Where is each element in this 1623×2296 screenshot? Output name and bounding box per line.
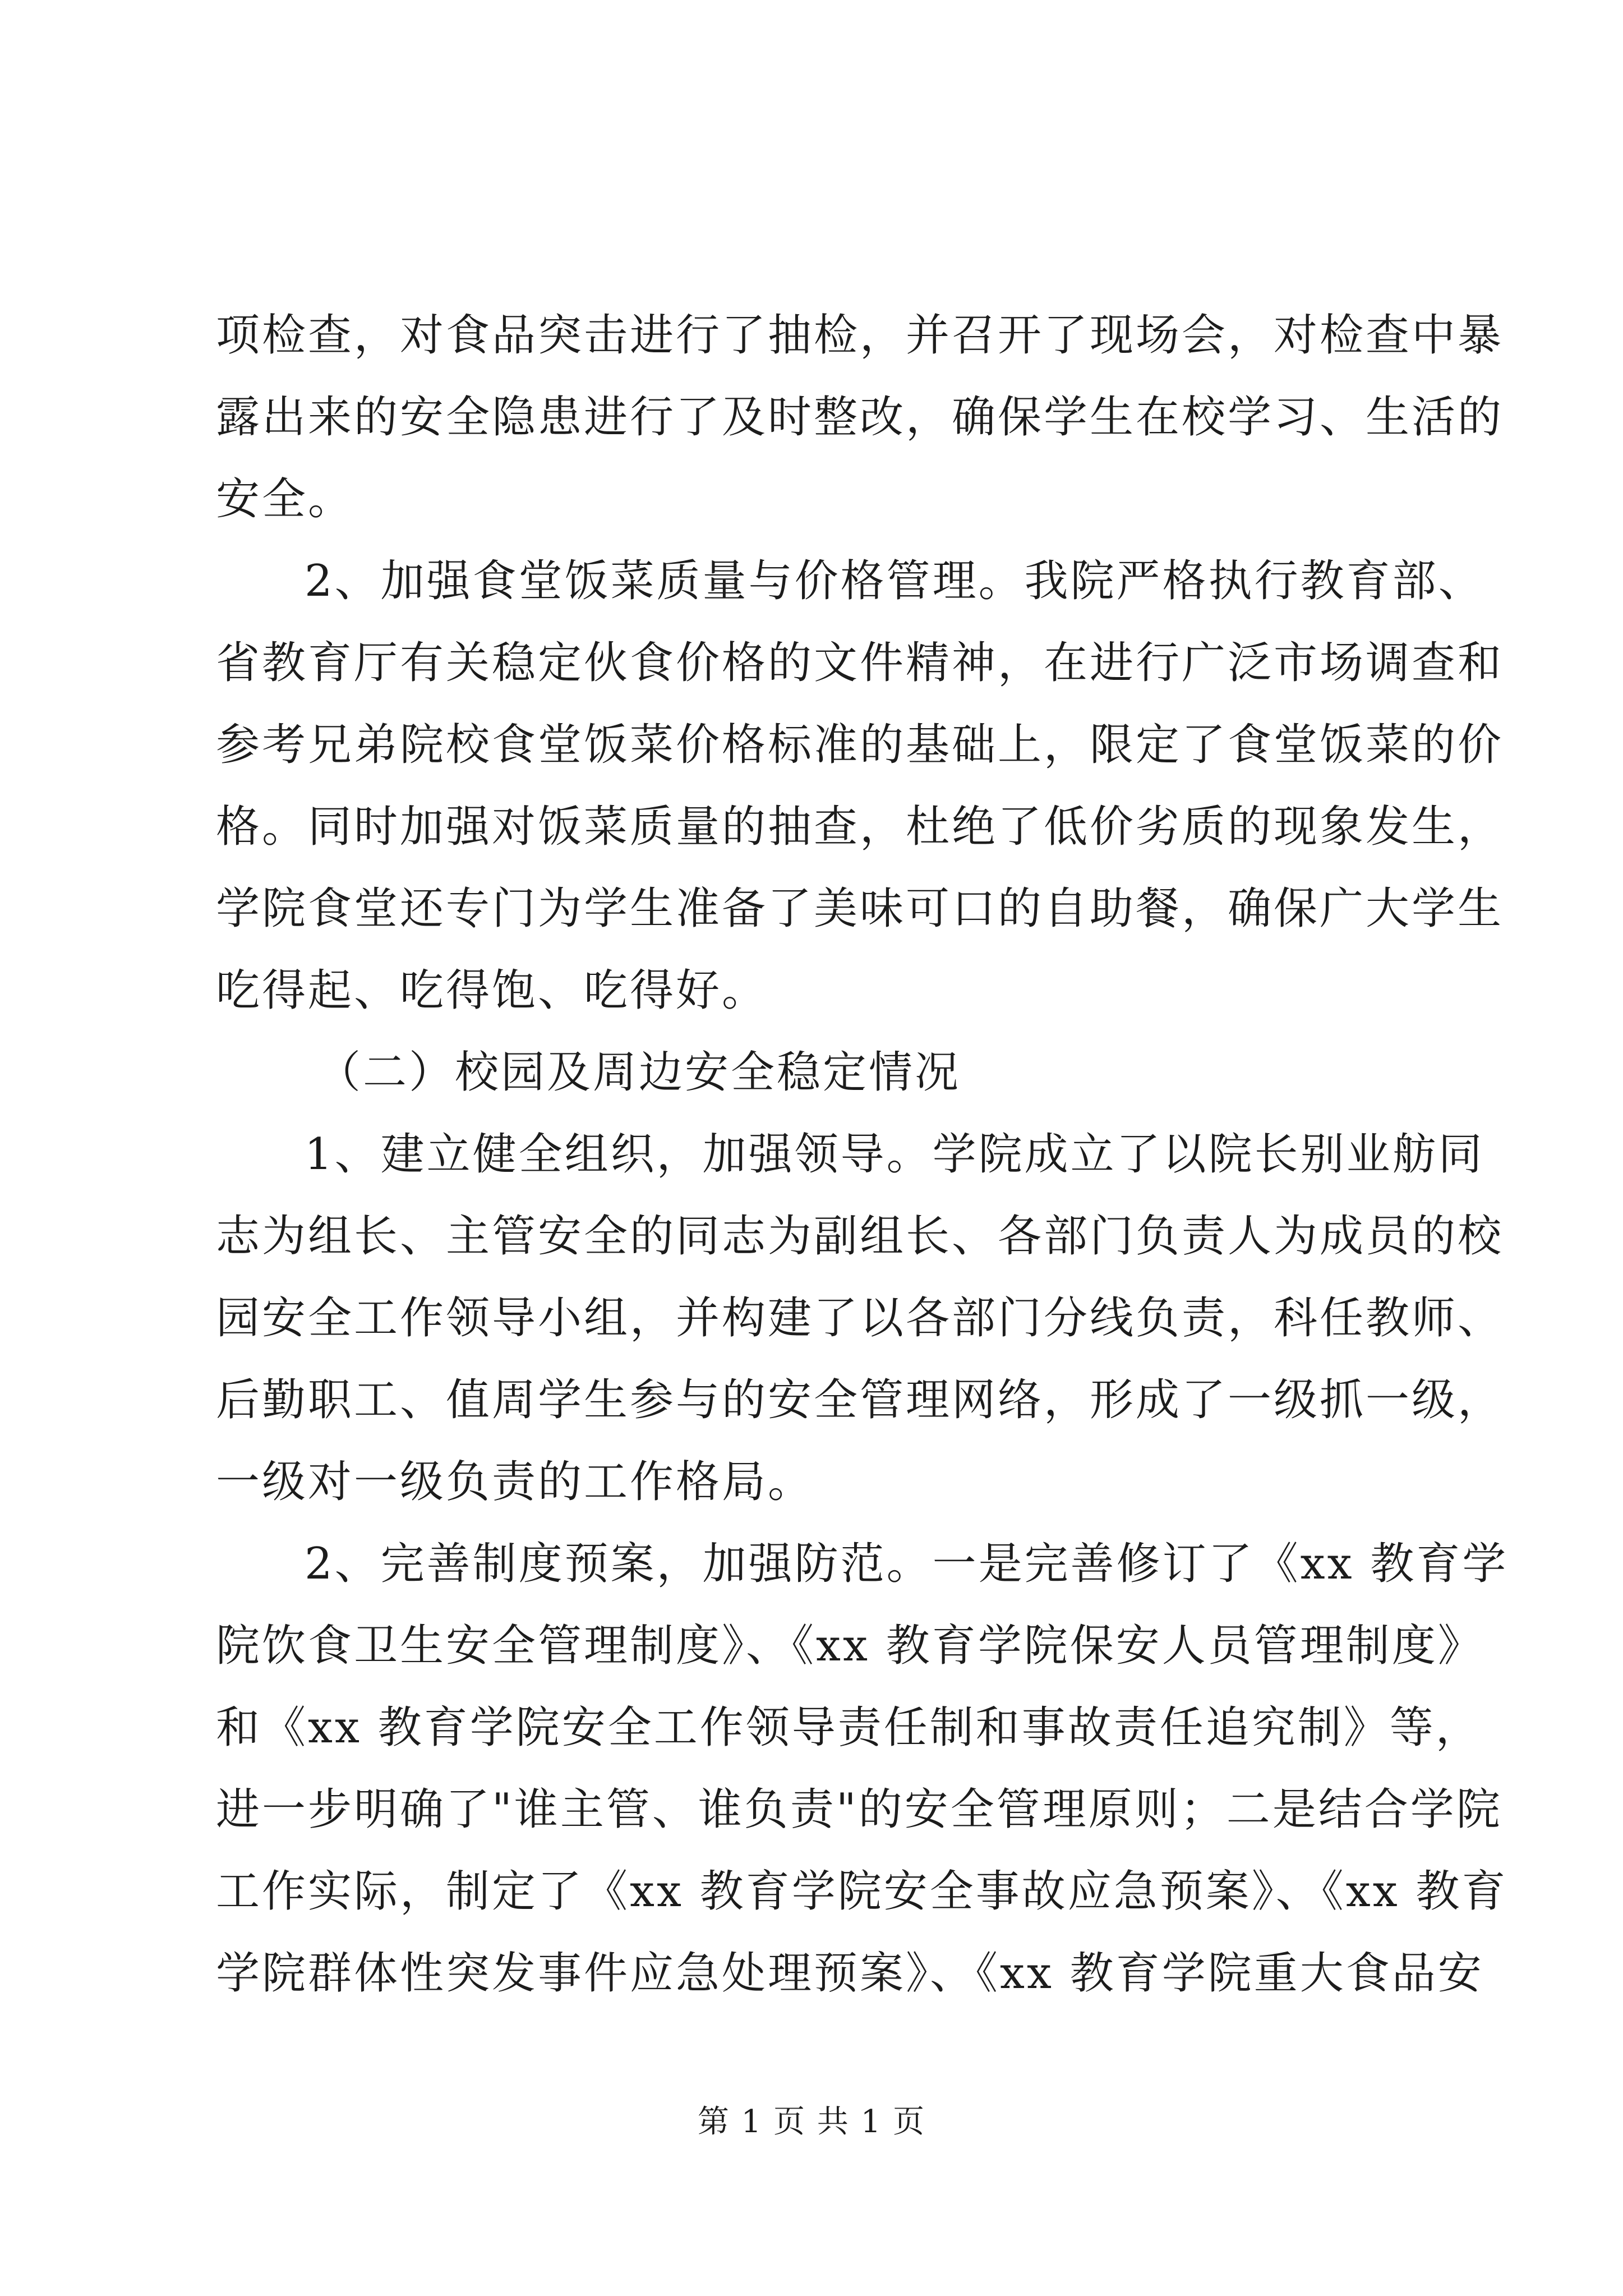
text-line: 安全。 [216, 474, 354, 524]
text-line: 学院食堂还专门为学生准备了美味可口的自助餐，确保广大学生 [216, 884, 1504, 934]
paragraph-start-line: 2、完善制度预案，加强防范。一是完善修订了《xx 教育学 [305, 1539, 1509, 1589]
text-line: 工作实际，制定了《xx 教育学院安全事故应急预案》、《xx 教育 [216, 1866, 1508, 1917]
document-body [216, 295, 1509, 2014]
text-line: 省教育厅有关稳定伙食价格的文件精神，在进行广泛市场调查和 [216, 638, 1504, 688]
text-line: 一级对一级负责的工作格局。 [216, 1457, 814, 1507]
text-line: 吃得起、吃得饱、吃得好。 [216, 965, 768, 1016]
text-line: 参考兄弟院校食堂饭菜价格标准的基础上，限定了食堂饭菜的价 [216, 720, 1504, 770]
text-line: 后勤职工、值周学生参与的安全管理网络，形成了一级抓一级， [216, 1375, 1504, 1425]
page-number-label: 第 1 页 共 1 页 [697, 2104, 926, 2140]
paragraph-start-line: 1、建立健全组织，加强领导。学院成立了以院长别业舫同 [305, 1129, 1484, 1180]
page-footer [0, 2097, 1623, 2142]
text-line: 志为组长、主管安全的同志为副组长、各部门负责人为成员的校 [216, 1211, 1504, 1262]
text-line: 学院群体性突发事件应急处理预案》、《xx 教育学院重大食品安 [216, 1948, 1484, 1999]
text-line: 进一步明确了"谁主管、谁负责"的安全管理原则；二是结合学院 [216, 1784, 1502, 1835]
text-line: 露出来的安全隐患进行了及时整改，确保学生在校学习、生活的 [216, 392, 1504, 443]
text-line: 院饮食卫生安全管理制度》、《xx 教育学院保安人员管理制度》 [216, 1621, 1484, 1671]
text-line: 项检查，对食品突击进行了抽检，并召开了现场会，对检查中暴 [216, 310, 1504, 361]
text-line: 和《xx 教育学院安全工作领导责任制和事故责任追究制》等， [216, 1703, 1482, 1753]
section-heading: （二）校园及周边安全稳定情况 [317, 1047, 961, 1098]
text-line: 格。同时加强对饭菜质量的抽查，杜绝了低价劣质的现象发生， [216, 802, 1504, 852]
text-line: 园安全工作领导小组，并构建了以各部门分线负责，科任教师、 [216, 1293, 1504, 1343]
paragraph-start-line: 2、加强食堂饭菜质量与价格管理。我院严格执行教育部、 [305, 556, 1484, 606]
